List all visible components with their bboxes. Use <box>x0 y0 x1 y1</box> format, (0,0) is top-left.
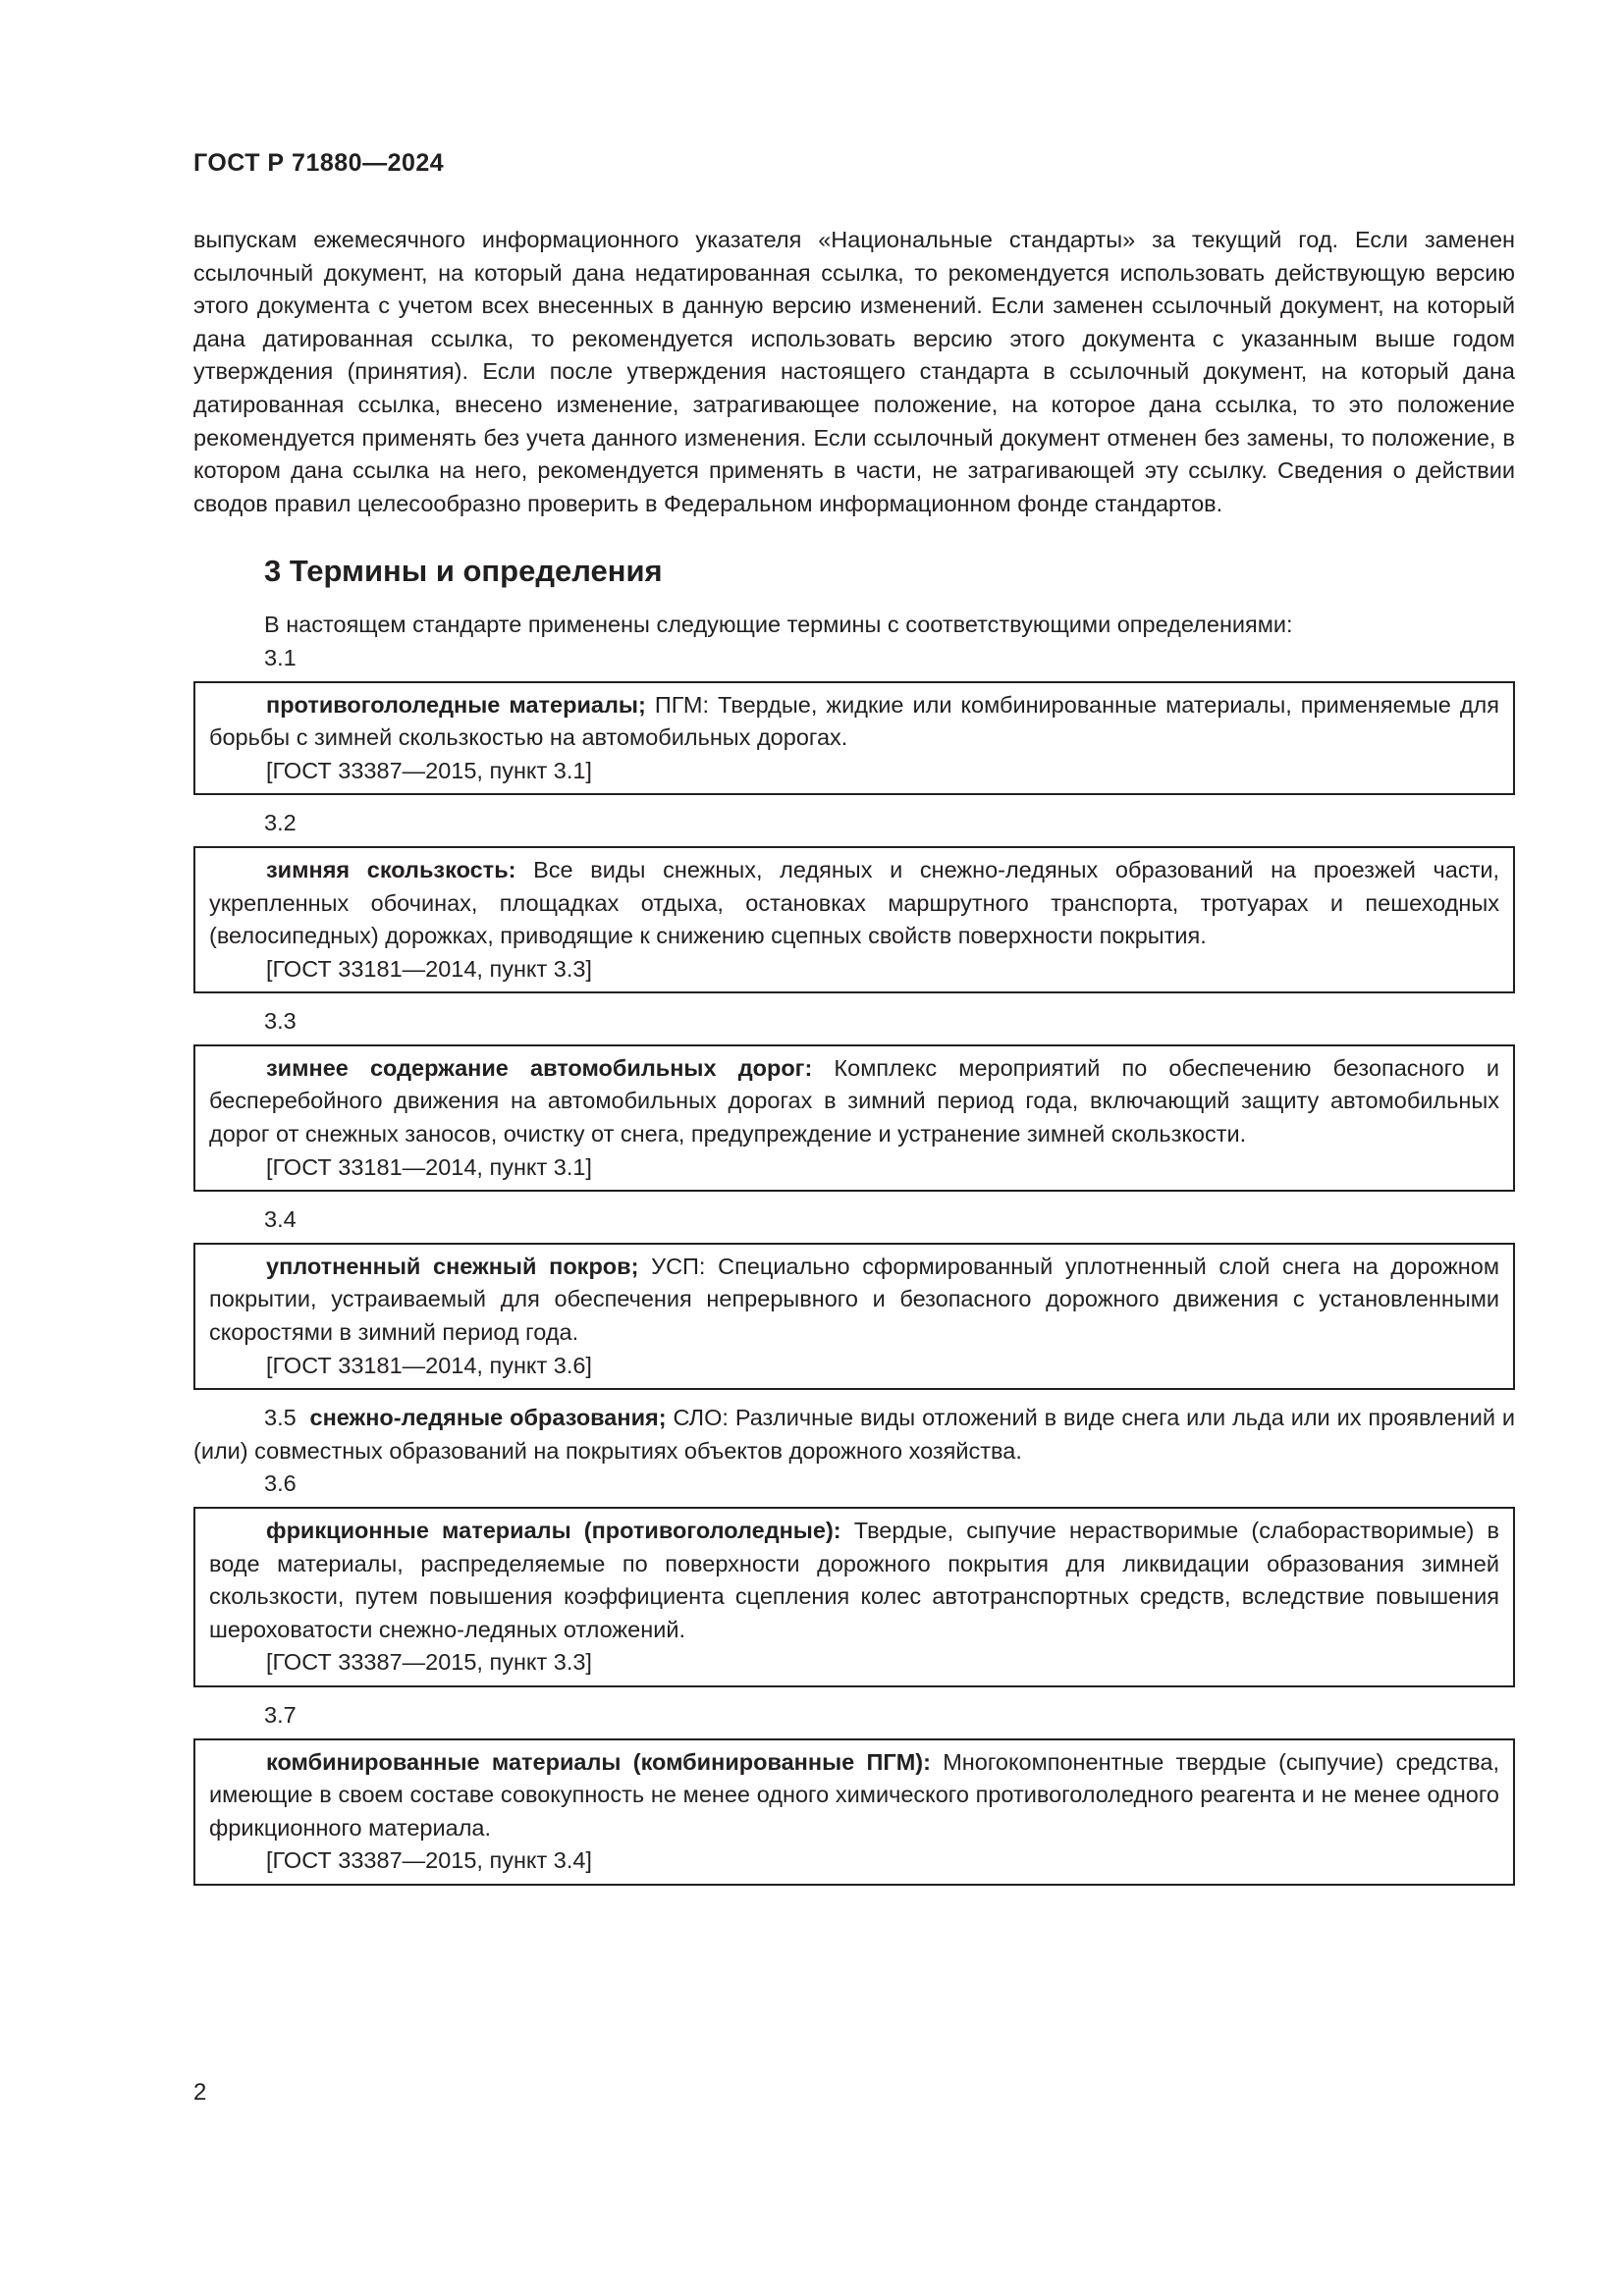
term-name: комбинированные материалы (комбинированные ПГМ): <box>266 1748 931 1775</box>
continuation-paragraph: выпускам ежемесячного информационного указателя «Национальные стандарты» за текущий год. Если заменен ссылочный документ, на который дана недатированная ссылка, то рекомендуется использовать действующую версию этого документа с учетом всех внесенных в данную версию изменений. Если заменен ссылочный документ, на который дана датированная ссылка, то рекомендуется использовать версию этого документа с указанным выше годом утверждения (принятия). Если после утверждения настоящего стандарта в ссылочный документ, на который дана датированная ссылка, внесено изменение, затрагивающее положение, на которое дана ссылка, то это положение рекомендуется применять без учета данного изменения. Если ссылочный документ отменен без замены, то положение, в котором дана ссылка на него, рекомендуется применять в части, не затрагивающей эту ссылку. Сведения о действии сводов правил целесообразно проверить в Федеральном информационном фонде стандартов. <box>193 227 1515 516</box>
term-box <box>193 1044 1515 1192</box>
page-body <box>193 224 1515 1897</box>
term-definition: Твердые, сыпучие нерастворимые (слаборастворимые) в воде материалы, распределяемые по поверхности дорожного покрытия для ликвидации образования зимней скользкости, путем повышения коэффициента сцепления колес автотранспортных средств, вследствие повышения шероховатости снежно-ледяных отложений. <box>209 1518 1499 1642</box>
term-source: [ГОСТ 33181—2014, пункт 3.6] <box>266 1352 592 1378</box>
term-entry <box>209 1251 1499 1350</box>
term-name: уплотненный снежный покров; <box>266 1253 639 1279</box>
term-definition: Комплекс мероприятий по обеспечению безопасного и бесперебойного движения на автомобильных дорогах в зимний период года, включающий защиту автомобильных дорог от снежных заносов, очистку от снега, предупреждение и устранение зимней скользкости. <box>209 1054 1499 1148</box>
term-name: зимнее содержание автомобильных дорог: <box>266 1054 813 1081</box>
page-number: 2 <box>193 2079 207 2106</box>
term-entry <box>209 1515 1499 1646</box>
term-number: 3.3 <box>264 1008 297 1035</box>
term-source: [ГОСТ 33181—2014, пункт 3.3] <box>266 955 592 982</box>
term-name: фрикционные материалы (противогололедные): <box>266 1518 841 1543</box>
term-source: [ГОСТ 33387—2015, пункт 3.4] <box>266 1847 592 1874</box>
term-box <box>193 681 1515 796</box>
term-entry-unboxed <box>193 1402 1515 1468</box>
term-number: 3.6 <box>264 1470 297 1497</box>
term-source: [ГОСТ 33387—2015, пункт 3.3] <box>266 1649 592 1676</box>
term-definition: СЛО: Различные виды отложений в виде снега или льда или их проявлений и (или) совместных образований на покрытиях объектов дорожного хозяйства. <box>193 1405 1515 1464</box>
term-definition: Все виды снежных, ледяных и снежно-ледяных образований на проезжей части, укрепленных обочинах, площадках отдыха, остановках маршрутного транспорта, тротуарах и пешеходных (велосипедных) дорожках, приводящие к снижению сцепных свойств поверхности покрытия. <box>209 856 1499 949</box>
term-definition: УСП: Специально сформированный уплотненный слой снега на дорожном покрытии, устраиваемый для обеспечения непрерывного и безопасного дорожного движения с установленными скоростями в зимний период года. <box>209 1253 1499 1346</box>
term-number: 3.7 <box>264 1701 297 1728</box>
term-number: 3.1 <box>264 644 297 670</box>
term-entry <box>209 1746 1499 1845</box>
term-name: зимняя скользкость: <box>266 856 516 882</box>
term-entry <box>209 689 1499 755</box>
term-name: снежно-ледяные образования; <box>309 1405 667 1431</box>
term-number: 3.4 <box>264 1206 297 1233</box>
term-box <box>193 1507 1515 1687</box>
term-name: противогололедные материалы; <box>266 691 646 718</box>
term-box <box>193 1243 1515 1390</box>
term-entry <box>209 854 1499 953</box>
term-definition: ПГМ: Твердые, жидкие или комбинированные материалы, применяемые для борьбы с зимней скользкостью на автомобильных дорогах. <box>209 691 1499 751</box>
document-header: ГОСТ Р 71880—2024 <box>193 149 445 177</box>
term-box <box>193 846 1515 993</box>
term-source: [ГОСТ 33387—2015, пункт 3.1] <box>266 757 592 783</box>
term-definition: Многокомпонентные твердые (сыпучие) средства, имеющие в своем составе совокупность не менее одного химического противогололедного реагента и не менее одного фрикционного материала. <box>209 1748 1499 1841</box>
term-number: 3.2 <box>264 810 297 836</box>
term-entry <box>209 1052 1499 1151</box>
term-box <box>193 1738 1515 1886</box>
section-intro: В настоящем стандарте применены следующие термины с соответствующими определениями: <box>264 612 1293 638</box>
term-number: 3.5 <box>264 1405 297 1431</box>
term-source: [ГОСТ 33181—2014, пункт 3.1] <box>266 1153 592 1180</box>
section-title: 3 Термины и определения <box>264 554 663 589</box>
